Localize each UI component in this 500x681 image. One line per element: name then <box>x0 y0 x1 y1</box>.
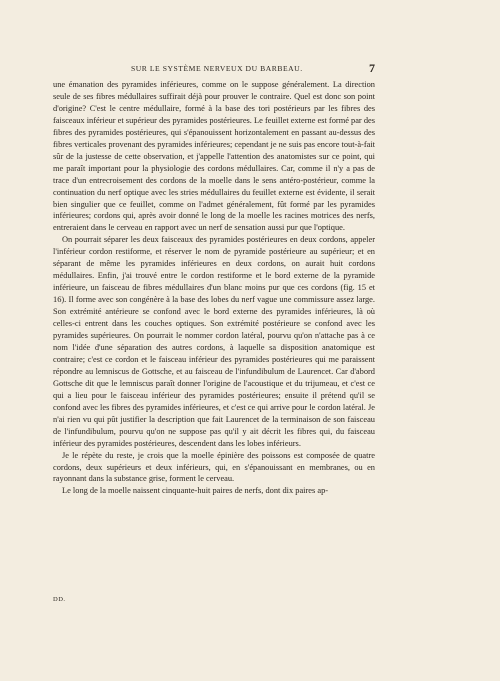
page-header <box>53 61 375 77</box>
page-number: 7 <box>369 61 375 75</box>
paragraph-4: Le long de la moelle naissent cinquante-huit paires de nerfs, dont dix paires ap- <box>62 486 329 496</box>
paragraph-1: une émanation des pyramides inférieures, comme on le suppose généralement. La direction seule de ses fibres médullaires suffirait déjà pour prouver le contraire. Quel est donc son point d'origine? C'est le centre médullaire, formé à la base des tori postérieurs par les fibres des faisceaux inférieur et supérieur des pyramides postérieures. Le feuillet externe est formé par des fibres des pyramides postérieures, qui s'épanouissent horizontalement en passant au-dessus des fibres verticales provenant des pyramides inférieures; cependant je ne suis pas encore tout-à-fait sûr de la justesse de cette observation, et j'appelle l'attention des anatomistes sur ce point, qui me paraît important pour la physiologie des cordons médullaires. Car, comme il n'y a pas de trace d'un entrecroisement des cordons de la moelle dans le sens antéro-postérieur, comme la continuation du nerf optique avec les stries médullaires du feuillet externe est évidente, il serait bien singulier que ce feuillet, comme on l'admet généralement, fût formé par les pyramides inférieures; cordons qui, après avoir donné le long de la moelle les racines motrices des nerfs, entreraient dans le cerveau en rapport avec un nerf de sensation aussi pur que l'optique. <box>53 80 375 233</box>
running-head: SUR LE SYSTÈME NERVEUX DU BARBEAU. <box>131 64 303 73</box>
signature-mark: DD. <box>53 596 66 603</box>
paragraph-2: On pourrait séparer les deux faisceaux des pyramides postérieures en deux cordons, appeler l'inférieur cordon restiforme, et réserver le nom de pyramide postérieure au supérieur; et en séparant de même les pyramides inférieures en deux cordons, on aurait huit cordons médullaires. Enfin, j'ai trouvé entre le cordon restiforme et le bord externe de la pyramide inférieure, un faisceau de fibres médullaires d'un blanc moins pur que ces cordons (fig. 15 et 16). Il forme avec son congénère à la base des lobes du nerf vague une commissure assez large. Son extrémité antérieure se confond avec le bord externe des pyramides inférieures, là où celles-ci entrent dans les couches optiques. Son extrémité postérieure se confond avec les pyramides supérieures. On pourrait le nommer cordon latéral, pourvu qu'on n'attache pas à ce nom l'idée d'une séparation des autres cordons, à laquelle sa disposition anatomique est contraire; c'est ce cordon et le faisceau inférieur des pyramides postérieures qui me paraissent répondre au lemniscus de Gottsche, et au faisceau de l'infundibulum de Laurencet. Car d'abord Gottsche dit que le lemniscus paraît donner l'origine de l'acoustique et du trijumeau, et c'est ce qui a lieu pour le faisceau inférieur des pyramides postérieures; ensuite il prétend qu'il se confond avec les fibres des pyramides inférieures, et c'est ce qui arrive pour le cordon latéral. Je n'ai rien vu qui pût justifier la description que fait Laurencet de la terminaison de son faisceau de l'infundibulum, pourvu qu'on ne suppose pas qu'il y ait décrit les fibres qui, du faisceau inférieur des pyramides postérieures, descendent dans les lobes inférieurs. <box>53 235 375 448</box>
paragraph-3: Je le répète du reste, je crois que la moelle épinière des poissons est composée de quatre cordons, deux supérieurs et deux inférieurs, qui, en s'épanouissant en membranes, ou en rayonnant dans la substance grise, forment le cerveau. <box>53 450 375 484</box>
body-text <box>53 79 375 497</box>
